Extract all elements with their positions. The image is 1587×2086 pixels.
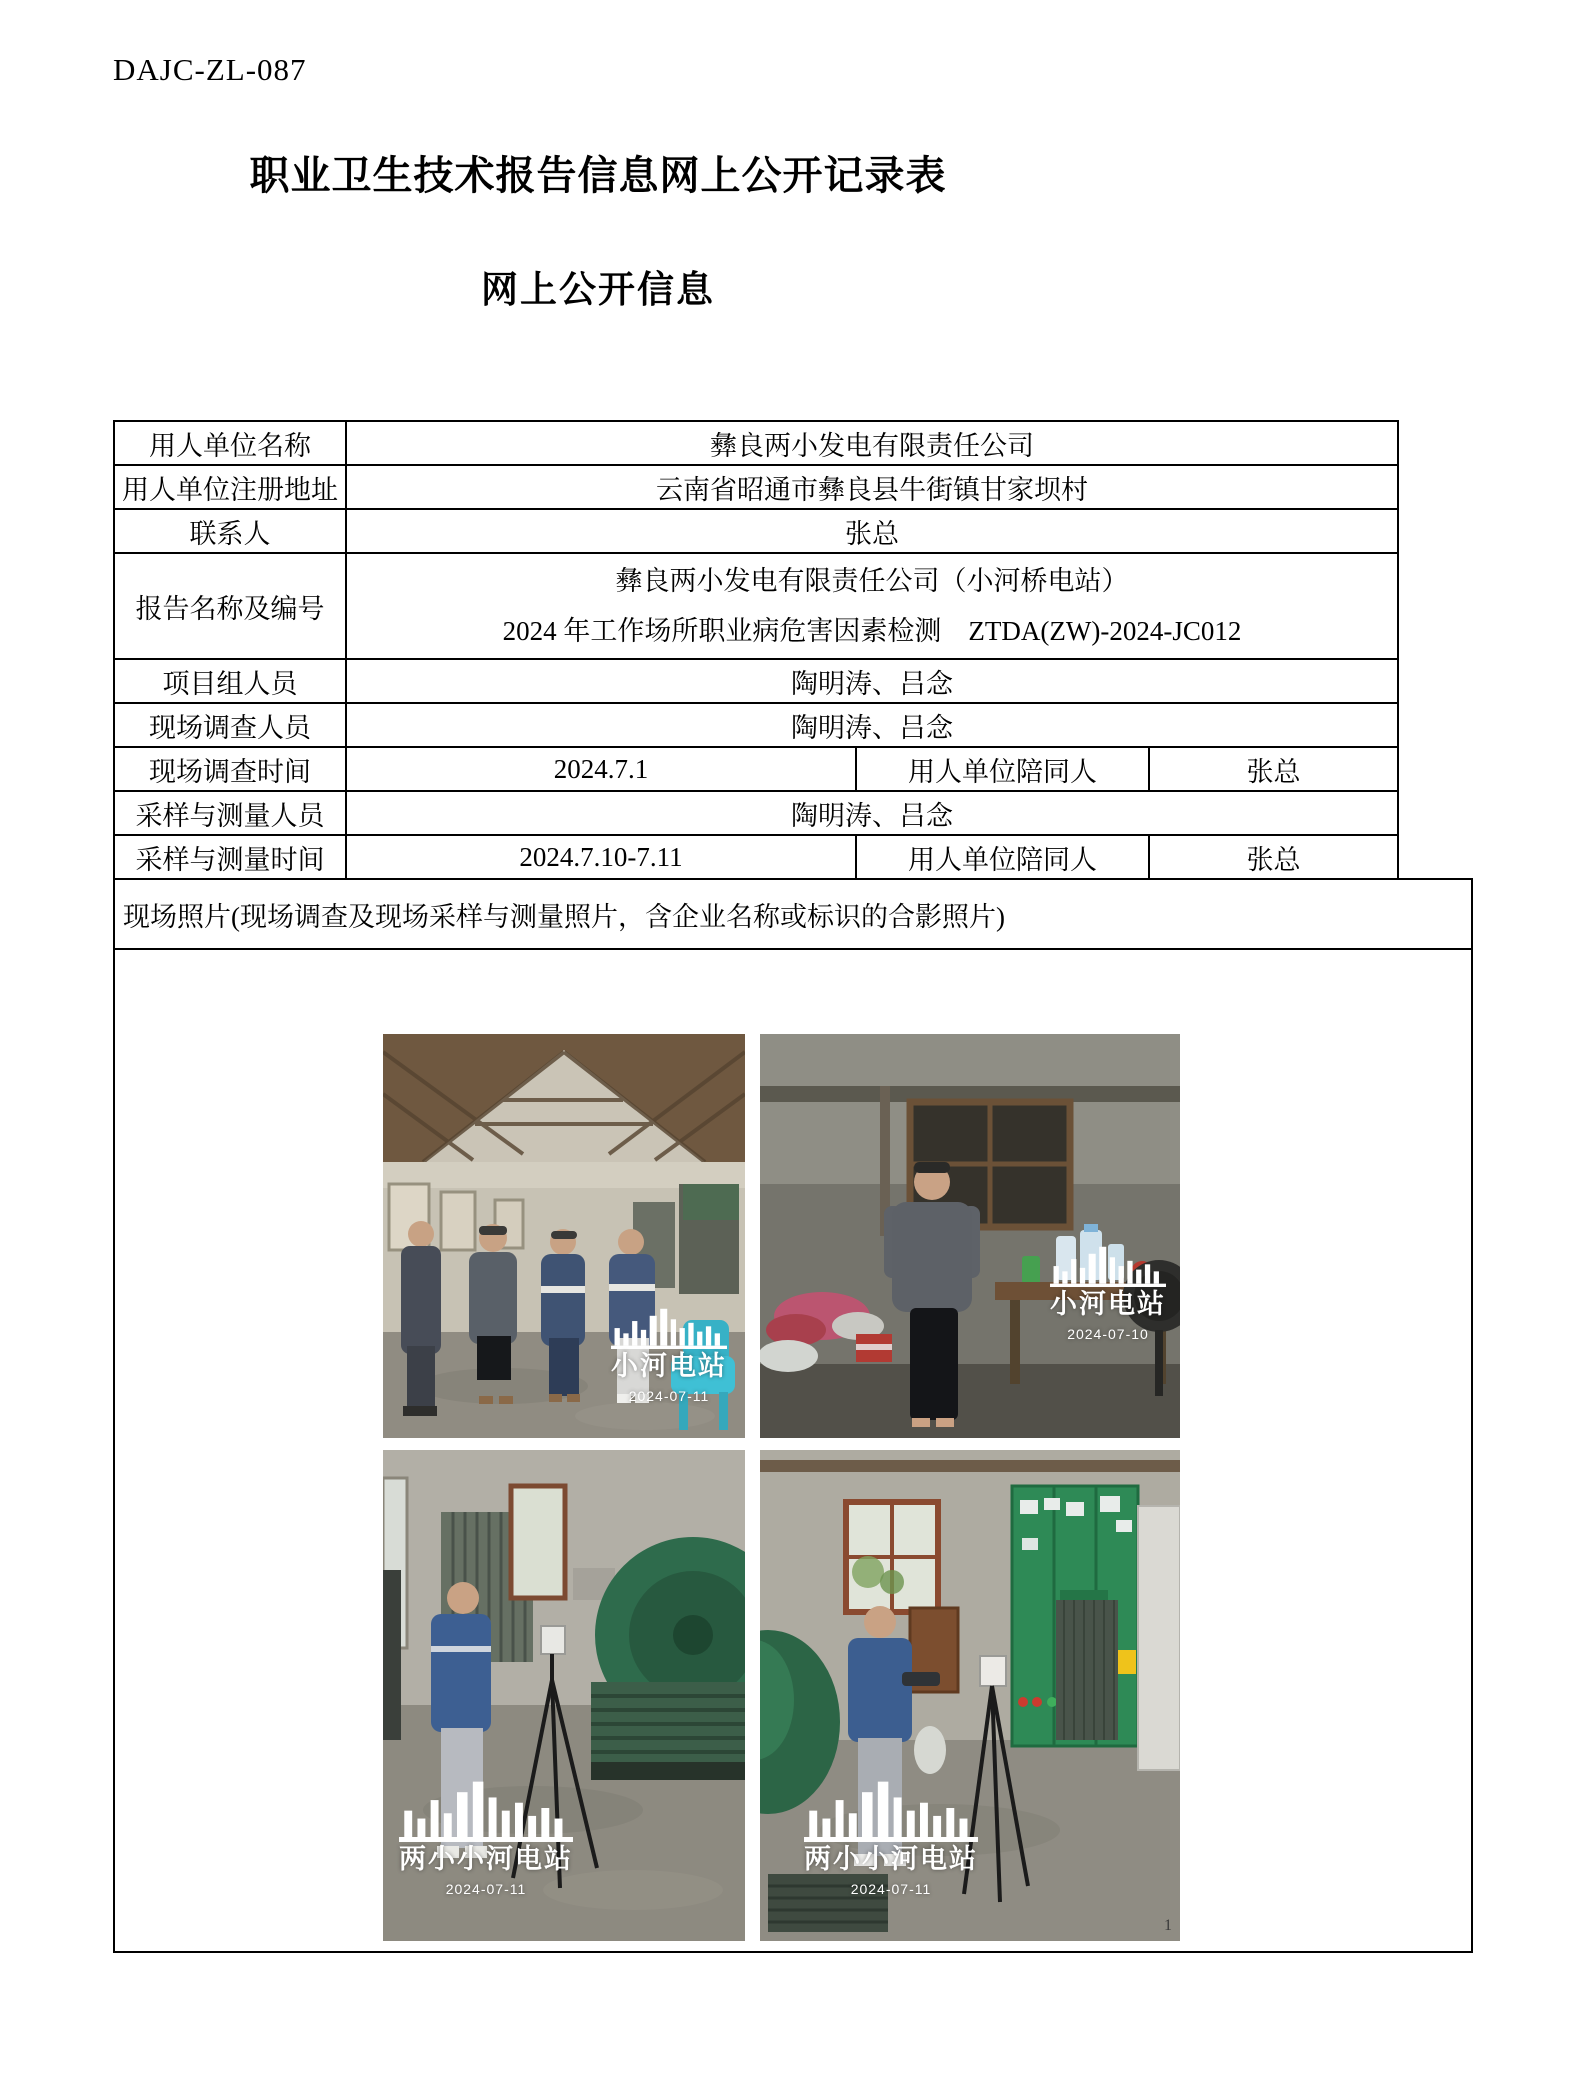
site-photo-1 — [383, 1034, 745, 1438]
doc-code: DAJC-ZL-087 — [113, 52, 307, 87]
table-row-survey-staff — [114, 703, 1398, 747]
escort-label: 用人单位陪同人 — [856, 835, 1149, 879]
row-value: 2024.7.1 — [346, 747, 856, 791]
skyline-watermark-icon — [611, 1307, 727, 1349]
row-value: 陶明涛、吕念 — [346, 659, 1398, 703]
row-label: 报告名称及编号 — [114, 553, 346, 659]
page-subtitle: 网上公开信息 — [481, 270, 715, 311]
report-name-line: 彝良两小发电有限责任公司（小河桥电站） — [615, 566, 1129, 596]
table-row-report — [114, 553, 1398, 659]
photo-region — [115, 950, 1471, 1951]
photo-2-illustration — [760, 1034, 1180, 1438]
table-row-sampling-time — [114, 835, 1398, 879]
watermark-date: 2024-07-10 — [1067, 1325, 1149, 1342]
row-value: 2024.7.10-7.11 — [346, 835, 856, 879]
row-label: 采样与测量时间 — [114, 835, 346, 879]
doorway — [511, 1486, 565, 1598]
table-row-unit-address — [114, 465, 1398, 509]
table-row-survey-time — [114, 747, 1398, 791]
site-photo-4 — [760, 1450, 1180, 1941]
table-row-sampling-staff — [114, 791, 1398, 835]
site-photo-2 — [760, 1034, 1180, 1438]
row-value: 彝良两小发电有限责任公司 — [346, 421, 1398, 465]
row-value: 云南省昭通市彝良县牛街镇甘家坝村 — [346, 465, 1398, 509]
table-row-project-team — [114, 659, 1398, 703]
control-cabinets — [1012, 1486, 1138, 1746]
report-code-line: 2024 年工作场所职业病危害因素检测 ZTDA(ZW)-2024-JC012 — [502, 616, 1242, 646]
row-label: 联系人 — [114, 509, 346, 553]
corner-page-mark: 1 — [1164, 1917, 1172, 1934]
table-row-unit-name — [114, 421, 1398, 465]
white-cabinet — [1138, 1506, 1180, 1770]
headings — [113, 144, 1083, 313]
escort-label: 用人单位陪同人 — [856, 747, 1149, 791]
table-row-contact — [114, 509, 1398, 553]
row-value: 陶明涛、吕念 — [346, 703, 1398, 747]
ceiling-beam — [760, 1460, 1180, 1472]
photo-watermark — [399, 1779, 573, 1897]
row-value: 陶明涛、吕念 — [346, 791, 1398, 835]
info-table — [113, 420, 1399, 880]
row-label: 现场调查人员 — [114, 703, 346, 747]
window-frame — [846, 1502, 938, 1612]
watermark-date: 2024-07-11 — [445, 1880, 527, 1897]
row-value — [346, 553, 1398, 659]
escort-value: 张总 — [1149, 835, 1398, 879]
roof-truss — [383, 1034, 745, 1164]
watermark-text: 小河电站 — [1050, 1288, 1166, 1319]
watermark-text: 小河电站 — [611, 1350, 727, 1381]
watermark-date: 2024-07-11 — [628, 1387, 710, 1404]
row-label: 项目组人员 — [114, 659, 346, 703]
page-title: 职业卫生技术报告信息网上公开记录表 — [249, 153, 947, 198]
skyline-watermark-icon — [399, 1779, 573, 1842]
row-label: 用人单位注册地址 — [114, 465, 346, 509]
photos-note: 现场照片(现场调查及现场采样与测量照片，含企业名称或标识的合影照片) — [115, 880, 1471, 950]
skyline-watermark-icon — [1050, 1245, 1166, 1287]
site-photo-3 — [383, 1450, 745, 1941]
watermark-text: 两小小河电站 — [804, 1843, 978, 1874]
photo-watermark — [1050, 1245, 1166, 1342]
watermark-date: 2024-07-11 — [850, 1880, 932, 1897]
photo-watermark — [804, 1779, 978, 1897]
row-value: 张总 — [346, 509, 1398, 553]
skyline-watermark-icon — [804, 1779, 978, 1842]
watermark-text: 两小小河电站 — [399, 1843, 573, 1874]
row-label: 现场调查时间 — [114, 747, 346, 791]
photo-watermark — [611, 1307, 727, 1404]
photos-cell — [113, 878, 1473, 1953]
row-label: 采样与测量人员 — [114, 791, 346, 835]
escort-value: 张总 — [1149, 747, 1398, 791]
row-label: 用人单位名称 — [114, 421, 346, 465]
